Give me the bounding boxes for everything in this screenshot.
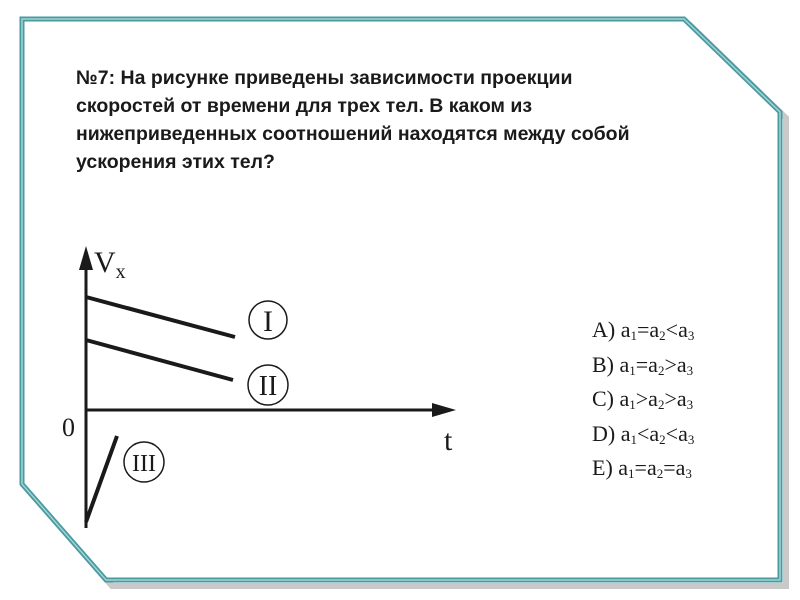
line-I — [86, 297, 235, 337]
line-label-II: II — [258, 371, 278, 402]
question-line: ускорения этих тел? — [76, 151, 275, 173]
question-line: №7: На рисунке приведены зависимости проекции — [76, 67, 573, 89]
x-axis-label: t — [444, 424, 453, 457]
line-label-I: I — [263, 305, 273, 338]
y-axis-label: $V_x$ — [94, 246, 126, 283]
origin-label: 0 — [62, 413, 75, 442]
question-line: скоростей от времени для трех тел. В каком из — [76, 95, 533, 117]
answer-option-e[interactable]: E) $a_1=a_2=a_3$ — [592, 455, 692, 481]
answer-option-d[interactable]: D) $a_1<a_2<a_3$ — [592, 420, 695, 447]
answer-option-a[interactable]: A) $a_1=a_2<a_3$ — [592, 317, 695, 343]
line-label-III: III — [132, 451, 156, 477]
question-line: нижеприведенных соотношений находятся между собой — [76, 123, 630, 145]
y-axis-arrow — [79, 246, 93, 270]
answer-option-c[interactable]: C) $a_1>a_2>a_3$ — [592, 386, 694, 412]
line-III — [86, 436, 117, 522]
line-II — [86, 340, 233, 380]
x-axis-arrow — [432, 403, 456, 417]
answer-options — [592, 314, 694, 487]
y-axis-subscript: x — [115, 261, 126, 283]
answer-option-b[interactable]: B) $a_1=a_2>a_3$ — [592, 351, 694, 378]
